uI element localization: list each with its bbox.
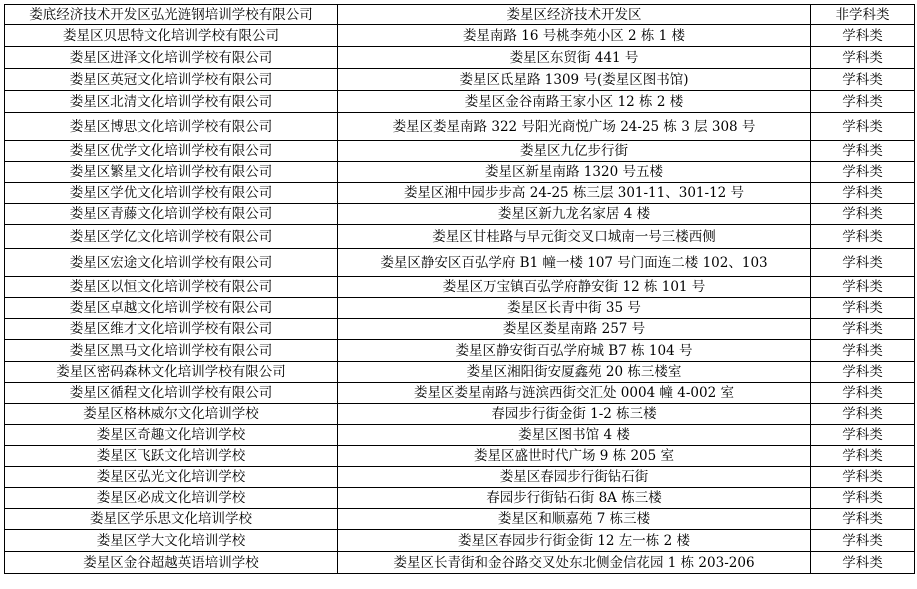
school-name-cell: 娄星区学乐思文化培训学校 xyxy=(5,509,338,530)
table-row xyxy=(5,319,915,340)
table-row xyxy=(5,446,915,467)
category-cell: 学科类 xyxy=(811,113,915,141)
school-name-cell: 娄星区博思文化培训学校有限公司 xyxy=(5,113,338,141)
category-cell: 学科类 xyxy=(811,467,915,488)
school-name-cell: 娄星区黑马文化培训学校有限公司 xyxy=(5,340,338,362)
address-cell: 娄星区万宝镇百弘学府静安街 12 栋 101 号 xyxy=(338,277,811,298)
category-cell: 学科类 xyxy=(811,509,915,530)
category-cell: 学科类 xyxy=(811,249,915,277)
school-name-cell: 娄星区维才文化培训学校有限公司 xyxy=(5,319,338,340)
school-name-cell: 娄星区北清文化培训学校有限公司 xyxy=(5,91,338,113)
address-cell: 娄星区娄星南路 257 号 xyxy=(338,319,811,340)
table-row xyxy=(5,91,915,113)
category-cell: 学科类 xyxy=(811,319,915,340)
category-cell: 学科类 xyxy=(811,162,915,183)
category-cell: 学科类 xyxy=(811,425,915,446)
table-row xyxy=(5,298,915,319)
school-name-cell: 娄星区飞跃文化培训学校 xyxy=(5,446,338,467)
table-row xyxy=(5,162,915,183)
table-row xyxy=(5,47,915,69)
table-row xyxy=(5,69,915,91)
school-name-cell: 娄星区青藤文化培训学校有限公司 xyxy=(5,204,338,225)
school-name-cell: 娄星区进泽文化培训学校有限公司 xyxy=(5,47,338,69)
category-cell: 学科类 xyxy=(811,91,915,113)
school-registry-table xyxy=(4,4,915,574)
address-cell: 娄星区九亿步行街 xyxy=(338,141,811,162)
table-row xyxy=(5,530,915,552)
school-name-cell: 娄星区金谷超越英语培训学校 xyxy=(5,552,338,574)
school-name-cell: 娄星区优学文化培训学校有限公司 xyxy=(5,141,338,162)
address-cell: 娄星区甘桂路与早元街交叉口城南一号三楼西侧 xyxy=(338,225,811,249)
school-name-cell: 娄底经济技术开发区弘光涟钢培训学校有限公司 xyxy=(5,5,338,25)
address-cell: 娄星区静安街百弘学府城 B7 栋 104 号 xyxy=(338,340,811,362)
table-row xyxy=(5,362,915,383)
table-row xyxy=(5,225,915,249)
address-cell: 春园步行街钻石街 8A 栋三楼 xyxy=(338,488,811,509)
school-name-cell: 娄星区贝思特文化培训学校有限公司 xyxy=(5,25,338,47)
address-cell: 娄星区春园步行街钻石街 xyxy=(338,467,811,488)
table-row xyxy=(5,113,915,141)
school-name-cell: 娄星区繁星文化培训学校有限公司 xyxy=(5,162,338,183)
school-name-cell: 娄星区英冠文化培训学校有限公司 xyxy=(5,69,338,91)
address-cell: 娄星区新星南路 1320 号五楼 xyxy=(338,162,811,183)
school-name-cell: 娄星区以恒文化培训学校有限公司 xyxy=(5,277,338,298)
table-row xyxy=(5,277,915,298)
school-name-cell: 娄星区学亿文化培训学校有限公司 xyxy=(5,225,338,249)
category-cell: 学科类 xyxy=(811,277,915,298)
address-cell: 娄星南路 16 号桃李苑小区 2 栋 1 楼 xyxy=(338,25,811,47)
address-cell: 娄星区经济技术开发区 xyxy=(338,5,811,25)
category-cell: 学科类 xyxy=(811,225,915,249)
table-row xyxy=(5,467,915,488)
school-name-cell: 娄星区必成文化培训学校 xyxy=(5,488,338,509)
category-cell: 非学科类 xyxy=(811,5,915,25)
address-cell: 娄星区长青中街 35 号 xyxy=(338,298,811,319)
category-cell: 学科类 xyxy=(811,552,915,574)
school-name-cell: 娄星区弘光文化培训学校 xyxy=(5,467,338,488)
category-cell: 学科类 xyxy=(811,47,915,69)
category-cell: 学科类 xyxy=(811,340,915,362)
table-row xyxy=(5,425,915,446)
category-cell: 学科类 xyxy=(811,69,915,91)
table-row xyxy=(5,488,915,509)
address-cell: 春园步行街金街 1-2 栋三楼 xyxy=(338,404,811,425)
table-row xyxy=(5,249,915,277)
address-cell: 娄星区湘中园步步高 24-25 栋三层 301-11、301-12 号 xyxy=(338,183,811,204)
category-cell: 学科类 xyxy=(811,530,915,552)
table-row xyxy=(5,5,915,25)
school-name-cell: 娄星区循程文化培训学校有限公司 xyxy=(5,383,338,404)
school-name-cell: 娄星区密码森林文化培训学校有限公司 xyxy=(5,362,338,383)
category-cell: 学科类 xyxy=(811,383,915,404)
category-cell: 学科类 xyxy=(811,404,915,425)
table-row xyxy=(5,204,915,225)
school-name-cell: 娄星区宏途文化培训学校有限公司 xyxy=(5,249,338,277)
address-cell: 娄星区长青街和金谷路交叉处东北侧金信花园 1 栋 203-206 xyxy=(338,552,811,574)
address-cell: 娄星区静安区百弘学府 B1 幢一楼 107 号门面连二楼 102、103 xyxy=(338,249,811,277)
address-cell: 娄星区春园步行街金街 12 左一栋 2 楼 xyxy=(338,530,811,552)
category-cell: 学科类 xyxy=(811,298,915,319)
address-cell: 娄星区氐星路 1309 号(娄星区图书馆) xyxy=(338,69,811,91)
school-name-cell: 娄星区学优文化培训学校有限公司 xyxy=(5,183,338,204)
school-name-cell: 娄星区奇趣文化培训学校 xyxy=(5,425,338,446)
school-name-cell: 娄星区格林威尔文化培训学校 xyxy=(5,404,338,425)
table-row xyxy=(5,340,915,362)
address-cell: 娄星区娄星南路 322 号阳光商悦广场 24-25 栋 3 层 308 号 xyxy=(338,113,811,141)
table-body xyxy=(5,5,915,574)
address-cell: 娄星区图书馆 4 楼 xyxy=(338,425,811,446)
address-cell: 娄星区湘阳街安厦鑫苑 20 栋三楼室 xyxy=(338,362,811,383)
table-row xyxy=(5,383,915,404)
category-cell: 学科类 xyxy=(811,204,915,225)
address-cell: 娄星区盛世时代广场 9 栋 205 室 xyxy=(338,446,811,467)
school-name-cell: 娄星区卓越文化培训学校有限公司 xyxy=(5,298,338,319)
table-row xyxy=(5,183,915,204)
table-row xyxy=(5,25,915,47)
category-cell: 学科类 xyxy=(811,25,915,47)
category-cell: 学科类 xyxy=(811,488,915,509)
table-row xyxy=(5,404,915,425)
category-cell: 学科类 xyxy=(811,183,915,204)
table-row xyxy=(5,509,915,530)
table-row xyxy=(5,552,915,574)
address-cell: 娄星区和顺嘉苑 7 栋三楼 xyxy=(338,509,811,530)
address-cell: 娄星区金谷南路王家小区 12 栋 2 楼 xyxy=(338,91,811,113)
address-cell: 娄星区新九龙名家居 4 楼 xyxy=(338,204,811,225)
school-name-cell: 娄星区学大文化培训学校 xyxy=(5,530,338,552)
address-cell: 娄星区娄星南路与涟滨西街交汇处 0004 幢 4-002 室 xyxy=(338,383,811,404)
category-cell: 学科类 xyxy=(811,446,915,467)
address-cell: 娄星区东贸街 441 号 xyxy=(338,47,811,69)
table-row xyxy=(5,141,915,162)
category-cell: 学科类 xyxy=(811,141,915,162)
category-cell: 学科类 xyxy=(811,362,915,383)
